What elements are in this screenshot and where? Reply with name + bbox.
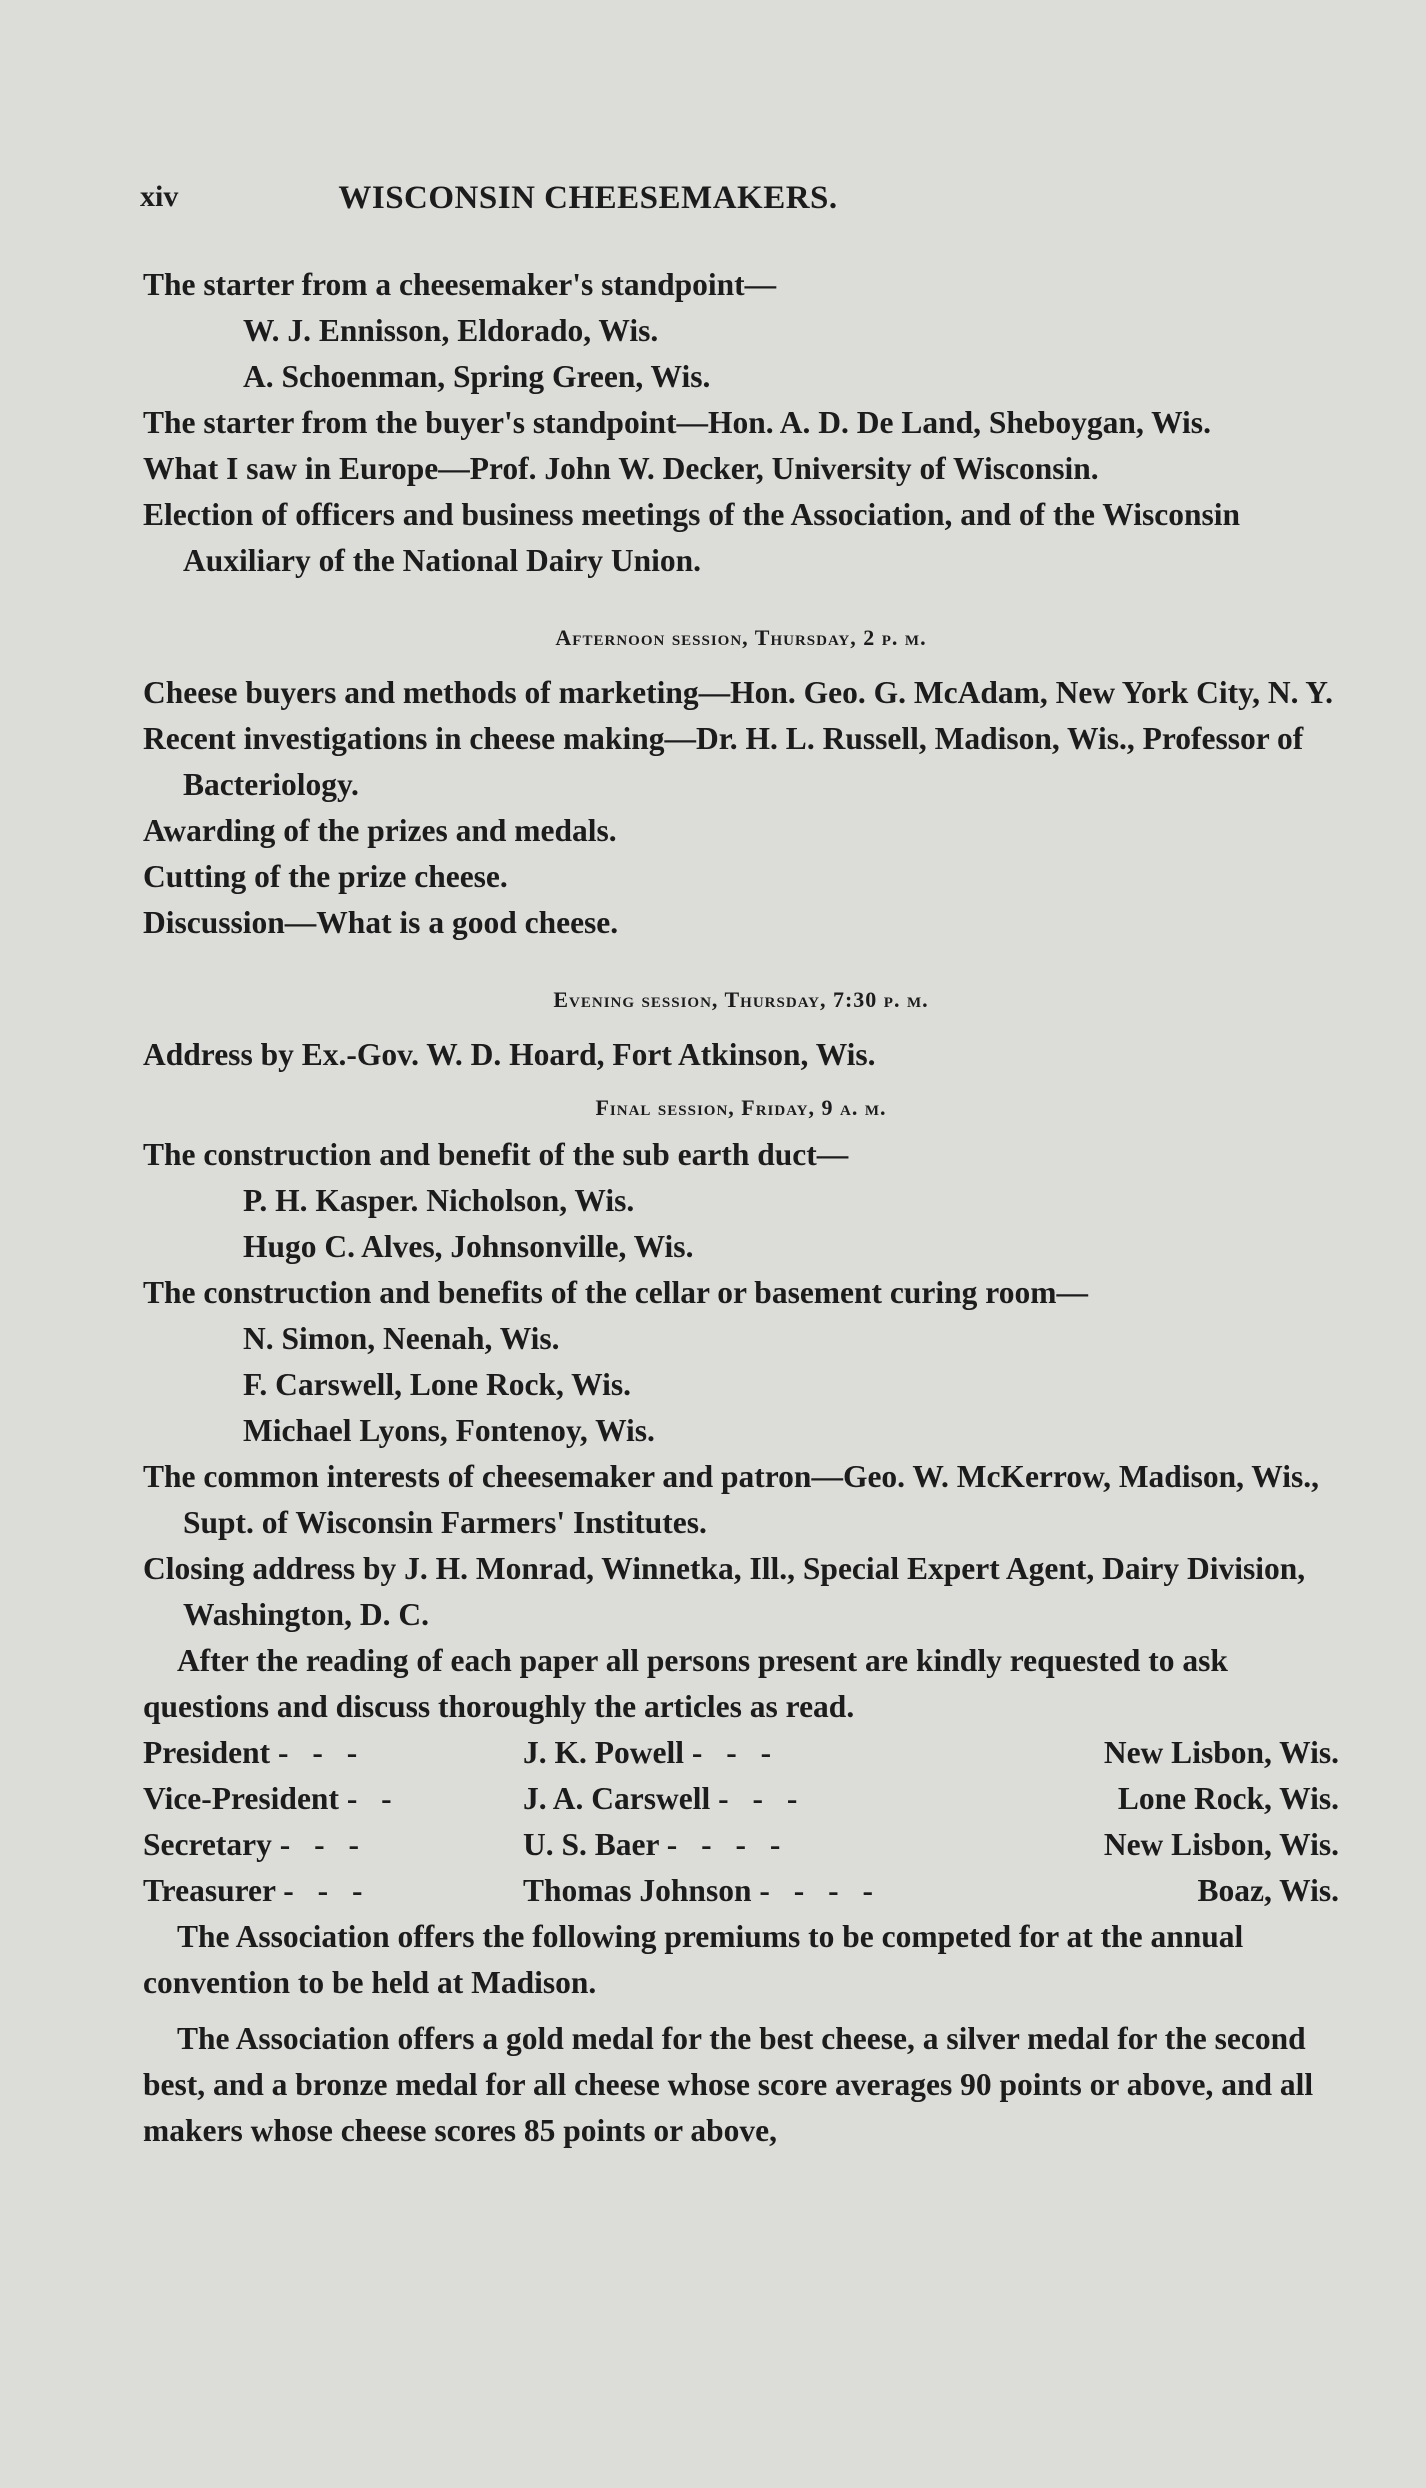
program-item-europe: What I saw in Europe—Prof. John W. Decker, University of Wisconsin. bbox=[143, 451, 1099, 486]
leader-dots: - - bbox=[346, 1781, 400, 1816]
program-item-starter-cheesemaker: The starter from a cheesemaker's standpoint— bbox=[143, 267, 777, 302]
program-item-closing-address: Closing address by J. H. Monrad, Winnetka, Ill., Special Expert Agent, Dairy Division, Washington, D. C. bbox=[143, 1551, 1306, 1632]
officers-table bbox=[143, 1730, 1339, 1914]
leader-dots: - - - - bbox=[666, 1827, 789, 1862]
leader-dots: - - - bbox=[691, 1735, 780, 1770]
officer-row bbox=[143, 1776, 1339, 1822]
officer-row bbox=[143, 1868, 1339, 1914]
program-item: Recent investigations in cheese making—Dr. H. L. Russell, Madison, Wis., Professor of Bacteriology. bbox=[143, 721, 1304, 802]
program-item-election: Election of officers and business meetings of the Association, and of the Wisconsin Auxiliary of the National Dairy Union. bbox=[143, 497, 1241, 578]
officer-title: Treasurer bbox=[143, 1873, 276, 1908]
officer-name: J. A. Carswell bbox=[523, 1781, 711, 1816]
leader-dots: - - - - bbox=[759, 1873, 881, 1908]
program-item: Address by Ex.-Gov. W. D. Hoard, Fort Atkinson, Wis. bbox=[143, 1037, 876, 1072]
leader-dots: - - - bbox=[279, 1827, 367, 1862]
premiums-intro: The Association offers the following premiums to be competed for at the annual convention to be held at Madison. bbox=[143, 1919, 1244, 2000]
speaker-line: W. J. Ennisson, Eldorado, Wis. bbox=[243, 313, 659, 348]
leader-dots: - - - bbox=[718, 1781, 806, 1816]
program-item-cellar: The construction and benefits of the cellar or basement curing room— bbox=[143, 1275, 1088, 1310]
leader-dots: - - - bbox=[283, 1873, 371, 1908]
officer-place: Boaz, Wis. bbox=[1197, 1873, 1339, 1908]
program-item: Cheese buyers and methods of marketing—Hon. Geo. G. McAdam, New York City, N. Y. bbox=[143, 675, 1333, 710]
speaker-line: N. Simon, Neenah, Wis. bbox=[243, 1321, 560, 1356]
officer-name: U. S. Baer bbox=[523, 1827, 659, 1862]
speaker-line: A. Schoenman, Spring Green, Wis. bbox=[243, 359, 711, 394]
officer-title: Vice-President bbox=[143, 1781, 339, 1816]
program-item-starter-buyer: The starter from the buyer's standpoint—Hon. A. D. De Land, Sheboygan, Wis. bbox=[143, 405, 1211, 440]
page-header bbox=[140, 180, 1036, 224]
running-title: WISCONSIN CHEESEMAKERS. bbox=[338, 180, 838, 216]
speaker-line: F. Carswell, Lone Rock, Wis. bbox=[243, 1367, 631, 1402]
officer-place: New Lisbon, Wis. bbox=[1103, 1827, 1339, 1862]
officer-name: Thomas Johnson bbox=[523, 1873, 752, 1908]
page-body bbox=[143, 262, 1339, 2154]
officer-row bbox=[143, 1822, 1339, 1868]
officer-title: Secretary bbox=[143, 1827, 272, 1862]
session-heading-afternoon: Afternoon session, Thursday, 2 p. m. bbox=[555, 625, 927, 650]
speaker-line: Michael Lyons, Fontenoy, Wis. bbox=[243, 1413, 655, 1448]
session-heading-final: Final session, Friday, 9 a. m. bbox=[595, 1095, 887, 1120]
discussion-note: After the reading of each paper all persons present are kindly requested to ask questions and discuss thoroughly the articles as read. bbox=[143, 1643, 1228, 1724]
speaker-line: Hugo C. Alves, Johnsonville, Wis. bbox=[243, 1229, 694, 1264]
officer-place: New Lisbon, Wis. bbox=[1103, 1735, 1339, 1770]
program-item: Awarding of the prizes and medals. bbox=[143, 813, 617, 848]
speaker-line: P. H. Kasper. Nicholson, Wis. bbox=[243, 1183, 635, 1218]
program-item-duct: The construction and benefit of the sub earth duct— bbox=[143, 1137, 849, 1172]
program-item-common-interests: The common interests of cheesemaker and patron—Geo. W. McKerrow, Madison, Wis., Supt. of Wisconsin Farmers' Institutes. bbox=[143, 1459, 1319, 1540]
program-item: Discussion—What is a good cheese. bbox=[143, 905, 619, 940]
program-item: Cutting of the prize cheese. bbox=[143, 859, 508, 894]
session-heading-evening: Evening session, Thursday, 7:30 p. m. bbox=[553, 987, 929, 1012]
officer-place: Lone Rock, Wis. bbox=[1117, 1781, 1339, 1816]
premiums-medals: The Association offers a gold medal for the best cheese, a silver medal for the second best, and a bronze medal for all cheese whose score averages 90 points or above, and all makers whose cheese scores 85 points or above, bbox=[143, 2021, 1314, 2148]
leader-dots: - - - bbox=[278, 1735, 366, 1770]
officer-row bbox=[143, 1730, 1339, 1776]
officer-title: President bbox=[143, 1735, 271, 1770]
page-number: xiv bbox=[140, 180, 179, 213]
officer-name: J. K. Powell bbox=[523, 1735, 684, 1770]
